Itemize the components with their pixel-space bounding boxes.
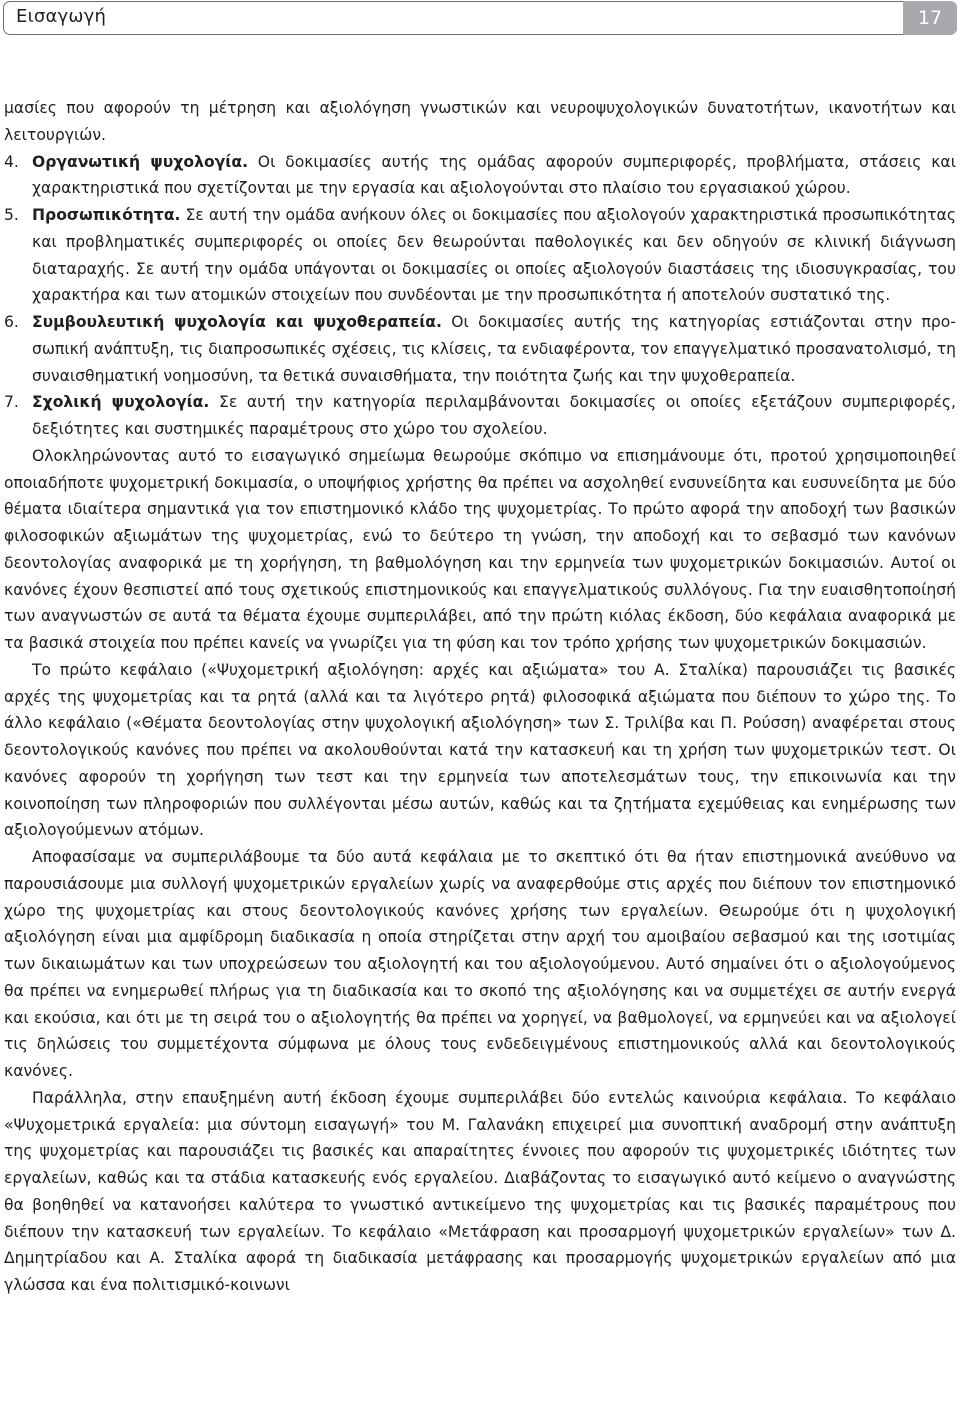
list-item-text: Οι δοκιμασίες αυτής της κατηγορίας εστιάζονται στην προσωπική ανάπτυξη, τις διαπροσωπικές σχέσεις, τις κλίσεις, τα ενδιαφέροντα, τον επαγγελματικό προσανατολισμό, τη συναισθηματική νοημοσύνη, τα θετικά συναισθήματα, την ποιότητα ζωής και την ψυχοθεραπεία. bbox=[32, 313, 956, 385]
list-item bbox=[4, 149, 956, 203]
list-item-number: 4. bbox=[4, 152, 19, 171]
list-item bbox=[4, 202, 956, 309]
list-item-heading: Σχολική ψυχολογία. bbox=[32, 393, 210, 412]
list-item-text: Οι δοκιμασίες αυτής της ομάδας αφορούν συμπεριφορές, προβλήματα, στάσεις και χαρακτηριστικά που σχετίζονται με την εργασία και αξιολογούνται στο πλαίσιο του εργασιακού χώρου. bbox=[32, 152, 956, 198]
running-header bbox=[3, 1, 957, 35]
list-item-heading: Συμβουλευτική ψυχολογία και ψυχοθεραπεία. bbox=[32, 313, 442, 331]
body-paragraph: Ολοκληρώνοντας αυτό το εισαγωγικό σημείωμα θεωρούμε σκόπιμο να επισημάνουμε ότι, προτού χρησιμοποιηθεί οποιαδήποτε ψυχομετρική δοκιμασία, ο υποψήφιος χρήστης θα πρέπει να ασχοληθεί ενσυνείδητα και ευσυνείδητα με δύο θέματα ιδιαίτερα σημαντικά για τον επιστημονικό κλάδο της ψυχομετρίας. Το πρώτο αφορά την αποδοχή των βασικών φιλοσοφικών αξιωμάτων της ψυχομετρίας, ενώ το δεύτερο τη γνώση, την αποδοχή και το σεβασμό των κανόνων δεοντολογίας αναφορικά με τη χορήγηση, τη βαθμολόγηση και την ερμηνεία των ψυχομετρικών δοκιμασιών. Αυτοί οι κανόνες έχουν θεσπιστεί από τους σχετικούς επιστημονικούς και επαγγελματικούς συλλόγους. Για την ευαισθητοποίησή των αναγνωστών σε αυτά τα θέματα έχουμε συμπεριλάβει, από την πρώτη κιόλας έκδοση, δύο κεφάλαια αναφορικά με τα βασικά στοιχεία που πρέπει κανείς να γνωρίζει για τη φύση και τον τρόπο χρήσης των ψυχομετρικών δοκιμασιών. bbox=[4, 446, 956, 652]
list-item-number: 6. bbox=[4, 313, 19, 331]
list-item-heading: Οργανωτική ψυχολογία. bbox=[32, 152, 249, 171]
list-item bbox=[4, 389, 956, 443]
page-body bbox=[4, 95, 956, 1299]
body-paragraph: Το πρώτο κεφάλαιο («Ψυχομετρική αξιολόγηση: αρχές και αξιώματα» του Α. Σταλίκα) παρουσιάζει τις βασικές αρχές της ψυχομετρίας και τα ρητά (αλλά και τα λιγότερο ρητά) φιλοσοφικά αξιώματα που διέπουν το χώρο της. Το άλλο κεφάλαιο («Θέματα δεοντολογίας στην ψυχολογική αξιολόγηση» των Σ. Τριλίβα και Π. Ρούσση) αναφέρεται στους δεοντολογικούς κανόνες που πρέπει να ακολουθούνται κατά την κατασκευή και τη χρήση των ψυχομετρικών τεστ. Οι κανόνες αφορούν τη χορήγηση των τεστ και την ερμηνεία των αποτελεσμάτων τους, την επικοινωνία και την κοινοποίηση των πληροφοριών που συλλέγονται μέσω αυτών, καθώς και τα ζητήματα εχεμύθειας και ενημέρωσης των αξιολογούμενων ατόμων. bbox=[4, 660, 956, 840]
body-paragraph: Παράλληλα, στην επαυξημένη αυτή έκδοση έχουμε συμπεριλάβει δύο εντελώς καινούρια κεφάλαια. Το κεφάλαιο «Ψυχομετρικά εργαλεία: μια σύντομη εισαγωγή» του Μ. Γαλανάκη επιχειρεί μια συνοπτική αναδρομή στην ανάπτυξη της ψυχομετρίας και παρουσιάζει τις βασικές και απαραίτητες έννοιες που αφορούν τις ψυχομετρικές ιδιότητες των εργαλείων, καθώς και τα στάδια κατασκευής ενός εργαλείου. Διαβάζοντας το εισαγωγικό αυτό κείμενο ο αναγνώστης θα βοηθηθεί να κατανοήσει καλύτερα το γνωστικό αντικείμενο της ψυχομετρίας και τις βασικές παραμέτρους που διέπουν την κατασκευή των εργαλείων. Το κεφάλαιο «Μετάφραση και προσαρμογή ψυχομετρικών εργαλείων» των Δ. Δημητρίαδου και Α. Σταλίκα αφορά τη διαδικασία μετάφρασης και προσαρμογής ψυχομετρικών εργαλείων από μια γλώσσα και ένα πολιτισμικό-κοινωνι bbox=[4, 1088, 956, 1294]
continued-paragraph: μασίες που αφορούν τη μέτρηση και αξιολόγηση γνωστικών και νευροψυχολογικών δυνατοτήτων, ικανοτήτων και λειτουργιών. bbox=[4, 99, 956, 144]
list-item-heading: Προσωπικότητα. bbox=[32, 206, 181, 224]
list-item bbox=[4, 309, 956, 389]
section-title: Εισαγωγή bbox=[16, 6, 107, 27]
list-item-text: Σε αυτή την κατηγορία περιλαμβάνονται δοκιμασίες οι οποίες εξετάζουν συμπεριφορές, δεξιότητες και συστημικές παραμέτρους στο χώρο του σχολείου. bbox=[32, 393, 957, 438]
page-number: 17 bbox=[903, 1, 957, 35]
list-item-number: 7. bbox=[4, 393, 19, 412]
list-item-text: Σε αυτή την ομάδα ανήκουν όλες οι δοκιμασίες που αξιολογούν χαρακτηριστικά προσωπικότητας και προβληματικές συμπεριφορές οι οποίες δεν θεωρούνται παθολογικές και δεν οδηγούν σε κλινική διάγνωση διαταραχής. Σε αυτή την ομάδα υπάγονται οι δοκιμασίες οι οποίες αξιολογούν διαστάσεις της ιδιοσυγκρασίας, του χαρακτήρα και των ατομικών στοιχείων που συνδέονται με την προσωπικότητα ή αποτελούν συστατικό της. bbox=[32, 206, 956, 305]
list-item-number: 5. bbox=[4, 206, 19, 224]
body-paragraph: Αποφασίσαμε να συμπεριλάβουμε τα δύο αυτά κεφάλαια με το σκεπτικό ότι θα ήταν επιστημονικά ανεύθυνο να παρουσιάσουμε μια συλλογή ψυχομετρικών εργαλείων χωρίς να αναφερθούμε στις αρχές που διέπουν τον επιστημονικό χώρο της ψυχομετρίας και στους δεοντολογικούς κανόνες χρήσης των εργαλείων. Θεωρούμε ότι η ψυχολογική αξιολόγηση είναι μια αμφίδρομη διαδικασία η οποία στηρίζεται στην αρχή του αμοιβαίου σεβασμού και της ισοτιμίας των δικαιωμάτων και των υποχρεώσεων του αξιολογητή και του αξιολογούμενου. Αυτό σημαίνει ότι ο αξιολογούμενος θα πρέπει να ενημερωθεί πλήρως για τη διαδικασία και το σκοπό της αξιολόγησης και να συμμετέχει σε αυτήν ενεργά και εκούσια, και ότι με τη σειρά του ο αξιολογητής θα πρέπει να χορηγεί, να βαθμολογεί, να ερμηνεύει και να αξιολογεί τις δηλώσεις του συμμετέχοντα σύμφωνα με όλους τους ενδεδειγμένους επιστημονικούς αλλά και δεοντολογικούς κανόνες. bbox=[4, 848, 956, 1080]
